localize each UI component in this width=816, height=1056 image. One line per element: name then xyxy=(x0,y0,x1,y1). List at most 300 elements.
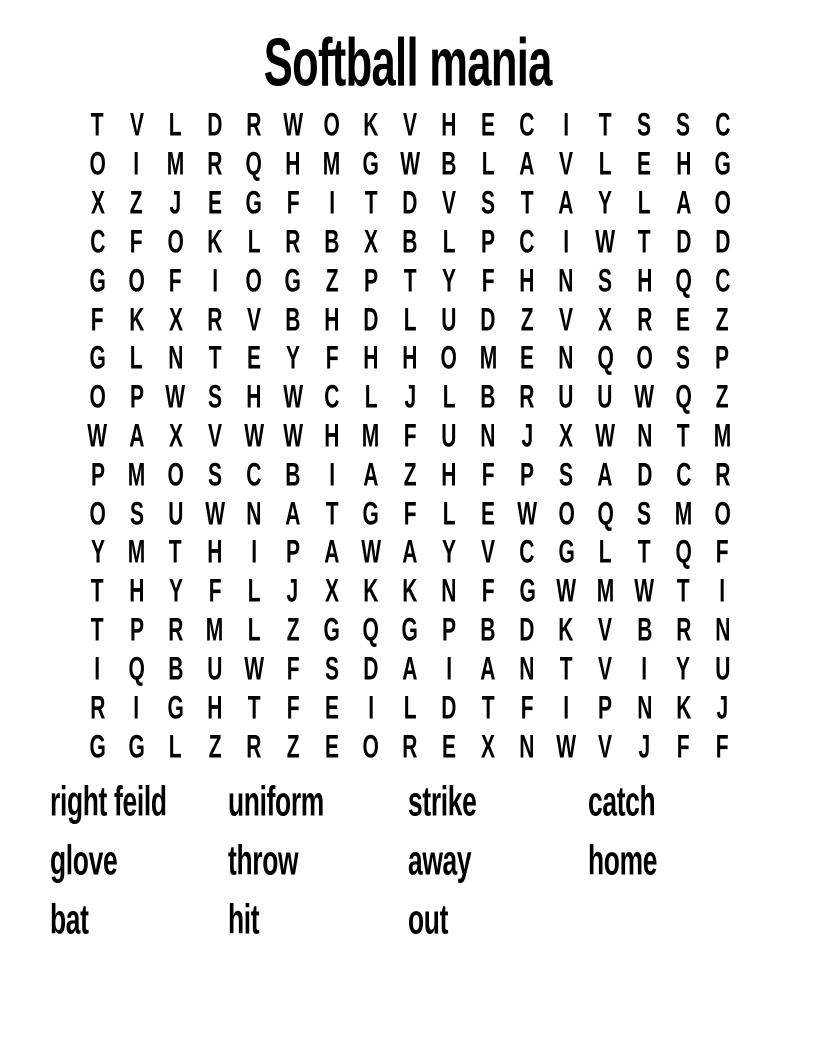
grid-letter: S xyxy=(324,651,339,688)
grid-letter: H xyxy=(519,263,535,299)
word-list-item: out xyxy=(408,896,449,943)
grid-letter: L xyxy=(598,535,612,571)
grid-letter: F xyxy=(716,729,729,765)
grid-letter: V xyxy=(481,535,496,571)
grid-letter: S xyxy=(637,496,652,532)
grid-letter: P xyxy=(442,612,457,649)
grid-letter: L xyxy=(130,340,143,377)
grid-letter: O xyxy=(128,263,145,299)
grid-letter: Y xyxy=(90,535,105,571)
grid-letter: G xyxy=(401,612,419,649)
grid-letter: I xyxy=(133,146,140,183)
grid-letter: Z xyxy=(208,729,222,765)
grid-letter: H xyxy=(207,535,223,571)
grid-letter: Z xyxy=(325,263,339,299)
grid-letter: Z xyxy=(403,457,417,494)
grid-letter: A xyxy=(675,185,691,222)
grid-letter: N xyxy=(519,651,535,688)
grid-letter: T xyxy=(598,108,612,144)
grid-letter: C xyxy=(675,457,691,494)
grid-letter: H xyxy=(324,418,340,455)
grid-letter: L xyxy=(481,146,495,183)
grid-letter: L xyxy=(442,496,456,532)
grid-letter: U xyxy=(558,379,574,416)
grid-letter: S xyxy=(676,340,691,377)
grid-letter: Y xyxy=(676,651,691,688)
grid-letter: A xyxy=(558,185,574,222)
grid-letter: E xyxy=(637,146,652,183)
grid-letter: S xyxy=(598,263,613,299)
grid-letter: O xyxy=(89,146,106,183)
grid-letter: M xyxy=(127,457,146,494)
grid-letter: T xyxy=(91,612,104,649)
grid-letter: C xyxy=(714,263,731,299)
grid-letter: G xyxy=(558,535,575,571)
grid-letter: M xyxy=(362,418,380,455)
grid-letter: W xyxy=(361,535,381,571)
grid-letter: D xyxy=(519,612,535,649)
grid-letter: C xyxy=(519,224,535,261)
grid-letter: O xyxy=(89,379,106,416)
grid-letter: B xyxy=(441,146,457,183)
grid-letter: L xyxy=(169,729,183,765)
grid-letter: A xyxy=(519,146,535,183)
grid-letter: E xyxy=(520,340,535,377)
grid-letter: T xyxy=(208,340,222,377)
word-list-item: hit xyxy=(228,896,260,943)
grid-letter: D xyxy=(480,302,496,338)
grid-letter: T xyxy=(637,224,651,261)
grid-letter: Q xyxy=(597,496,614,532)
grid-letter: C xyxy=(519,535,535,571)
grid-letter: J xyxy=(716,690,729,727)
word-list-item: home xyxy=(588,837,658,884)
grid-letter: S xyxy=(207,457,222,494)
grid-letter: A xyxy=(597,457,613,494)
grid-letter: X xyxy=(598,302,613,338)
grid-letter: H xyxy=(675,146,691,183)
grid-letter: W xyxy=(556,573,577,610)
grid-letter: M xyxy=(205,612,224,649)
grid-letter: W xyxy=(595,224,616,261)
grid-letter: F xyxy=(208,573,222,610)
grid-letter: I xyxy=(641,651,648,688)
grid-letter: J xyxy=(286,573,299,610)
grid-letter: D xyxy=(363,651,379,688)
grid-letter: M xyxy=(479,340,497,377)
grid-letter: Y xyxy=(598,185,613,222)
grid-letter: L xyxy=(442,224,456,261)
grid-letter: S xyxy=(676,108,691,144)
grid-letter: K xyxy=(363,573,379,610)
grid-letter: S xyxy=(129,496,144,532)
grid-letter: M xyxy=(166,146,185,183)
grid-letter: T xyxy=(325,496,339,532)
grid-letter: M xyxy=(713,418,732,455)
grid-letter: R xyxy=(636,302,652,338)
word-list-item: strike xyxy=(408,778,477,825)
grid-letter: P xyxy=(481,224,496,261)
page-title xyxy=(0,23,816,101)
grid-letter: G xyxy=(167,690,184,727)
grid-letter: I xyxy=(328,457,335,494)
grid-letter: D xyxy=(441,690,457,727)
grid-letter: G xyxy=(362,496,380,532)
grid-letter: D xyxy=(714,224,731,261)
grid-letter: N xyxy=(246,496,262,532)
grid-letter: R xyxy=(207,146,223,183)
grid-letter: O xyxy=(245,263,262,299)
grid-letter: R xyxy=(89,690,106,727)
grid-letter: M xyxy=(127,535,146,571)
grid-letter: O xyxy=(323,108,341,144)
grid-letter: W xyxy=(204,496,225,532)
grid-letter: F xyxy=(676,729,690,765)
grid-letter: N xyxy=(636,690,652,727)
grid-letter: T xyxy=(520,185,534,222)
grid-letter: X xyxy=(481,729,496,765)
grid-letter: V xyxy=(598,612,613,649)
grid-letter: H xyxy=(285,146,301,183)
grid-letter: F xyxy=(403,496,417,532)
grid-letter: C xyxy=(246,457,262,494)
grid-letter: L xyxy=(247,573,261,610)
grid-letter: Y xyxy=(442,263,457,299)
grid-letter: V xyxy=(402,108,417,144)
grid-letter: E xyxy=(324,729,339,765)
grid-letter: V xyxy=(559,146,574,183)
word-list-item: throw xyxy=(228,837,299,884)
grid-letter: I xyxy=(563,108,570,144)
grid-letter: A xyxy=(324,535,340,571)
grid-letter: O xyxy=(440,340,458,377)
grid-letter: S xyxy=(559,457,574,494)
grid-letter: X xyxy=(559,418,574,455)
grid-letter: I xyxy=(563,224,570,261)
grid-letter: W xyxy=(282,379,303,416)
grid-letter: H xyxy=(363,340,379,377)
grid-letter: R xyxy=(168,612,184,649)
grid-letter: Q xyxy=(362,612,380,649)
grid-letter: H xyxy=(324,302,340,338)
grid-letter: R xyxy=(285,224,301,261)
grid-letter: T xyxy=(364,185,378,222)
grid-letter: G xyxy=(519,573,536,610)
grid-letter: T xyxy=(676,573,690,610)
grid-letter: T xyxy=(403,263,417,299)
word-list xyxy=(50,772,790,949)
grid-letter: A xyxy=(128,418,145,455)
grid-letter: V xyxy=(442,185,457,222)
grid-letter: D xyxy=(402,185,418,222)
grid-letter: D xyxy=(636,457,652,494)
grid-letter: F xyxy=(481,573,495,610)
grid-letter: S xyxy=(481,185,496,222)
word-list-item: away xyxy=(408,837,472,884)
grid-letter: O xyxy=(636,340,653,377)
grid-letter: Q xyxy=(597,340,614,377)
grid-letter: G xyxy=(284,263,301,299)
grid-letter: T xyxy=(481,690,495,727)
grid-letter: W xyxy=(243,651,264,688)
grid-letter: U xyxy=(441,418,457,455)
grid-letter: Q xyxy=(675,263,692,299)
grid-letter: L xyxy=(637,185,651,222)
grid-letter: O xyxy=(89,496,106,532)
grid-letter: H xyxy=(441,457,457,494)
grid-letter: V xyxy=(246,302,261,338)
grid-letter: U xyxy=(207,651,223,688)
grid-letter: W xyxy=(243,418,264,455)
grid-letter: Y xyxy=(285,340,300,377)
grid-letter: G xyxy=(362,146,380,183)
grid-letter: G xyxy=(245,185,262,222)
grid-letter: B xyxy=(168,651,184,688)
grid-letter: F xyxy=(130,224,143,261)
grid-letter: K xyxy=(558,612,574,649)
grid-letter: H xyxy=(246,379,262,416)
grid-letter: V xyxy=(559,302,574,338)
grid-letter: G xyxy=(89,263,106,299)
grid-letter: T xyxy=(169,535,183,571)
grid-letter: N xyxy=(714,612,731,649)
grid-letter: H xyxy=(128,573,145,610)
grid-letter: N xyxy=(558,340,574,377)
grid-letter: B xyxy=(285,302,301,338)
grid-letter: V xyxy=(207,418,222,455)
grid-letter: I xyxy=(563,690,570,727)
grid-letter: B xyxy=(636,612,652,649)
grid-letter: W xyxy=(595,418,616,455)
grid-letter: W xyxy=(517,496,538,532)
grid-letter: C xyxy=(324,379,340,416)
grid-letter: F xyxy=(91,302,104,338)
grid-letter: N xyxy=(441,573,457,610)
grid-letter: W xyxy=(556,729,577,765)
grid-letter: V xyxy=(129,108,144,144)
grid-letter: L xyxy=(598,146,612,183)
grid-letter: E xyxy=(676,302,691,338)
grid-letter: Z xyxy=(716,379,729,416)
word-list-item: catch xyxy=(588,778,656,825)
grid-letter: E xyxy=(207,185,222,222)
grid-letter: J xyxy=(521,418,534,455)
grid-letter: L xyxy=(169,108,183,144)
grid-letter: A xyxy=(402,535,418,571)
grid-letter: K xyxy=(402,573,418,610)
grid-letter: N xyxy=(519,729,535,765)
grid-letter: F xyxy=(169,263,183,299)
grid-letter: O xyxy=(714,185,731,222)
grid-letter: T xyxy=(247,690,261,727)
grid-letter: O xyxy=(362,729,380,765)
grid-letter: O xyxy=(714,496,731,532)
grid-letter: G xyxy=(714,146,731,183)
grid-letter: H xyxy=(636,263,652,299)
grid-letter: J xyxy=(169,185,182,222)
grid-letter: O xyxy=(167,457,184,494)
grid-letter: D xyxy=(675,224,691,261)
grid-letter: W xyxy=(87,418,108,455)
grid-letter: K xyxy=(363,108,379,144)
grid-letter: W xyxy=(282,108,303,144)
grid-letter: V xyxy=(598,729,613,765)
grid-letter: I xyxy=(133,690,140,727)
grid-letter: T xyxy=(91,108,104,144)
grid-letter: U xyxy=(441,302,457,338)
grid-letter: P xyxy=(715,340,730,377)
grid-letter: W xyxy=(400,146,420,183)
grid-letter: F xyxy=(286,651,300,688)
grid-letter: P xyxy=(129,612,144,649)
grid-letter: E xyxy=(324,690,339,727)
grid-letter: K xyxy=(675,690,691,727)
grid-letter: C xyxy=(714,108,731,144)
grid-letter: P xyxy=(520,457,535,494)
grid-letter: R xyxy=(519,379,535,416)
grid-letter: O xyxy=(167,224,184,261)
grid-letter: U xyxy=(597,379,613,416)
grid-letter: M xyxy=(596,573,615,610)
grid-letter: M xyxy=(323,146,341,183)
grid-letter: I xyxy=(328,185,335,222)
grid-letter: G xyxy=(128,729,145,765)
grid-letter: I xyxy=(211,263,218,299)
grid-letter: N xyxy=(480,418,496,455)
grid-letter: L xyxy=(247,612,261,649)
grid-letter: J xyxy=(638,729,651,765)
grid-letter: W xyxy=(634,379,655,416)
grid-letter: B xyxy=(402,224,418,261)
grid-letter: Z xyxy=(130,185,143,222)
grid-letter: F xyxy=(325,340,339,377)
grid-letter: A xyxy=(363,457,379,494)
grid-letter: H xyxy=(402,340,418,377)
grid-letter: W xyxy=(634,573,655,610)
grid-letter: E xyxy=(246,340,261,377)
word-list-item: glove xyxy=(50,837,118,884)
grid-letter: R xyxy=(246,729,262,765)
grid-letter: D xyxy=(363,302,379,338)
grid-letter: B xyxy=(480,379,496,416)
grid-letter: N xyxy=(636,418,652,455)
grid-letter: U xyxy=(714,651,731,688)
grid-letter: L xyxy=(403,302,417,338)
word-list-item: uniform xyxy=(228,778,324,825)
grid-letter: Q xyxy=(128,651,145,688)
grid-letter: K xyxy=(207,224,223,261)
grid-letter: Z xyxy=(716,302,729,338)
word-list-empty-slot xyxy=(588,890,790,949)
grid-letter: P xyxy=(598,690,613,727)
page-title-text: Softball mania xyxy=(264,23,552,101)
grid-letter: L xyxy=(247,224,261,261)
grid-letter: N xyxy=(168,340,184,377)
grid-letter: S xyxy=(207,379,222,416)
grid-letter: R xyxy=(402,729,418,765)
grid-letter: O xyxy=(558,496,575,532)
grid-letter: F xyxy=(403,418,417,455)
grid-letter: X xyxy=(168,418,183,455)
grid-letter: Q xyxy=(675,535,692,571)
grid-letter: I xyxy=(446,651,452,688)
grid-letter: F xyxy=(286,185,300,222)
grid-letter: I xyxy=(250,535,257,571)
grid-letter: K xyxy=(128,302,145,338)
grid-letter: G xyxy=(89,340,106,377)
grid-letter: X xyxy=(363,224,378,261)
grid-letter: E xyxy=(481,496,496,532)
grid-letter: R xyxy=(675,612,691,649)
grid-letter: V xyxy=(598,651,613,688)
grid-letter: P xyxy=(90,457,105,494)
grid-letter: X xyxy=(324,573,339,610)
grid-letter: W xyxy=(165,379,186,416)
grid-letter: Y xyxy=(442,535,457,571)
word-search-grid xyxy=(78,107,742,767)
grid-letter: B xyxy=(285,457,301,494)
grid-letter: S xyxy=(637,108,652,144)
grid-letter: X xyxy=(90,185,105,222)
grid-letter: H xyxy=(207,690,223,727)
grid-letter: I xyxy=(719,573,726,610)
grid-letter: F xyxy=(286,690,300,727)
grid-letter: A xyxy=(480,651,496,688)
grid-letter: B xyxy=(480,612,496,649)
grid-letter: X xyxy=(168,302,183,338)
grid-letter: G xyxy=(323,612,341,649)
grid-letter: Z xyxy=(286,612,300,649)
grid-letter: B xyxy=(324,224,340,261)
word-list-item: right feild xyxy=(50,778,167,825)
grid-letter: L xyxy=(364,379,378,416)
grid-letter: L xyxy=(403,690,417,727)
grid-letter: T xyxy=(637,535,651,571)
grid-letter: C xyxy=(519,108,535,144)
grid-letter: A xyxy=(402,651,418,688)
grid-letter: R xyxy=(207,302,223,338)
grid-letter: T xyxy=(559,651,573,688)
grid-letter: F xyxy=(481,263,495,299)
grid-letter: Z xyxy=(520,302,534,338)
grid-letter: M xyxy=(674,496,693,532)
grid-letter: P xyxy=(363,263,378,299)
grid-letter: T xyxy=(676,418,690,455)
grid-letter: G xyxy=(89,729,106,765)
grid-letter: F xyxy=(716,535,729,571)
grid-letter: J xyxy=(404,379,416,416)
grid-letter: D xyxy=(207,108,223,144)
grid-letter: W xyxy=(282,418,303,455)
grid-letter: U xyxy=(168,496,184,532)
grid-letter: R xyxy=(246,108,262,144)
grid-letter: Y xyxy=(168,573,183,610)
grid-letter: P xyxy=(285,535,300,571)
grid-letter: H xyxy=(441,108,457,144)
grid-letter: N xyxy=(558,263,574,299)
grid-letter: E xyxy=(442,729,457,765)
grid-letter: I xyxy=(368,690,374,727)
grid-letter: A xyxy=(285,496,301,532)
grid-letter: T xyxy=(91,573,104,610)
grid-letter: F xyxy=(481,457,495,494)
grid-letter: F xyxy=(520,690,534,727)
grid-letter: I xyxy=(94,651,101,688)
word-list-item: bat xyxy=(50,896,89,943)
grid-letter: L xyxy=(442,379,456,416)
grid-letter: Q xyxy=(675,379,692,416)
grid-letter: P xyxy=(129,379,144,416)
